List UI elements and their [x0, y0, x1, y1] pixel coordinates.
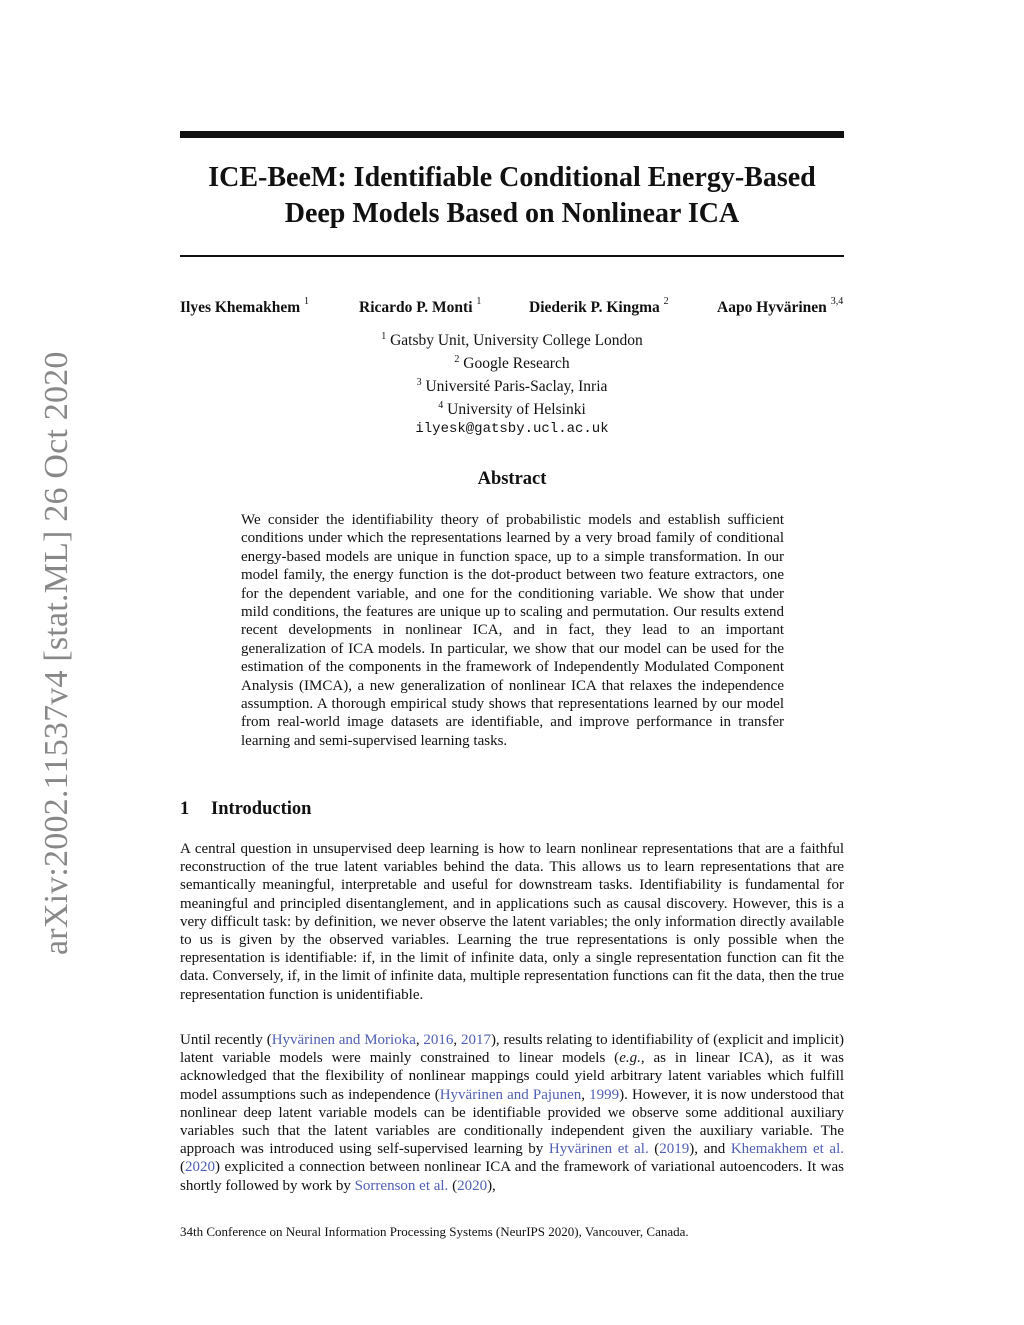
citation-link[interactable]: 2017: [460, 1032, 491, 1048]
citation-link[interactable]: Sorrenson et al.: [354, 1177, 449, 1194]
author-4: Aapo Hyvärinen $^{3,4}$: [717, 296, 844, 317]
affiliations: [180, 327, 844, 439]
affiliation-2: $^2$ Google Research: [454, 354, 570, 373]
citation-link[interactable]: 1999: [589, 1086, 620, 1103]
affiliation-3: $^3$ Université Paris-Saclay, Inria: [416, 377, 608, 396]
author-1: Ilyes Khemakhem $^1$: [180, 296, 309, 317]
citation-link[interactable]: Hyvärinen and Morioka: [271, 1032, 416, 1048]
intro-paragraph-1: A central question in unsupervised deep learning is how to learn nonlinear representations that are a faithful reconstruction of the true latent variables behind the data. This allows us to learn representations that are semantically meaningful, interpretable and useful for downstream tasks. Identifiability is fundamental for meaningful and principled disentanglement, and in applications such as causal discovery. However, this is a very difficult task: by definition, we never observe the latent variables; the only information directly available to us is given by the observed variables. Learning the true representations is only possible when the representation is identifiable: if, in the limit of infinite data, only a single representation function can fit the data. Conversely, if, in the limit of infinite data, multiple representation functions can fit the data, then the true representation function is unidentifiable.: [180, 841, 844, 1003]
affiliation-4: $^4$ University of Helsinki: [438, 400, 586, 419]
citation-link[interactable]: Hyvärinen and Pajunen: [439, 1086, 582, 1103]
title-top-rule: [180, 131, 844, 138]
affiliation-1: $^1$ Gatsby Unit, University College London: [381, 331, 643, 350]
conference-footnote: 34th Conference on Neural Information Processing Systems (NeurIPS 2020), Vancouver, Canada.: [180, 1224, 689, 1239]
paper-title: [180, 160, 844, 232]
abstract-heading: Abstract: [477, 469, 547, 489]
arxiv-identifier: arXiv:2002.11537v4 [stat.ML] 26 Oct 2020: [38, 351, 75, 955]
contact-email[interactable]: ilyesk@gatsby.ucl.ac.uk: [415, 420, 609, 437]
section-heading-introduction: 1 Introduction: [180, 799, 312, 819]
citation-link[interactable]: Hyvärinen et al.: [548, 1141, 649, 1158]
citation-link[interactable]: 2019: [659, 1141, 690, 1158]
intro-paragraph-2: Until recently (Hyvärinen and Morioka, 2016, 2017), results relating to identifiability of (explicit and implicit) latent variable models were mainly constrained to linear models (e.g., as in linear ICA), as it was acknowledged that the flexibility of nonlinear mappings could yield arbitrary latent variables which fulfill model assumptions such as independence (Hyvärinen and Pajunen, 1999). However, it is now understood that nonlinear deep latent variable models can be identifiable provided we observe some additional auxiliary variables such that the latent variables are conditionally independent given the auxiliary variable. The approach was introduced using self-supervised learning by Hyvärinen et al. (2019), and Khemakhem et al. (2020) explicited a connection between nonlinear ICA and the framework of variational autoencoders. It was shortly followed by work by Sorrenson et al. (2020),: [180, 1032, 845, 1194]
title-line-1: ICE-BeeM: Identifiable Conditional Energy-Based: [208, 162, 816, 193]
citation-link[interactable]: 2020: [185, 1159, 215, 1176]
citation-link[interactable]: 2020: [457, 1177, 488, 1194]
author-3: Diederik P. Kingma $^2$: [529, 296, 669, 317]
citation-link[interactable]: Khemakhem et al.: [730, 1141, 844, 1158]
citation-link[interactable]: 2016: [423, 1032, 454, 1048]
abstract-text: We consider the identifiability theory of probabilistic models and establish sufficient conditions under which the representations learned by a very broad family of conditional energy-based models are unique in function space, up to a simple transformation. In our model family, the energy function is the dot-product between two feature extractors, one for the dependent variable, and one for the conditioning variable. We show that under mild conditions, the features are unique up to scaling and permutation. Our results extend recent developments in nonlinear ICA, and in fact, they lead to an important generalization of ICA models. In particular, we show that our model can be used for the estimation of the components in the framework of Independently Modulated Component Analysis (IMCA), a new generalization of nonlinear ICA that relaxes the independence assumption. A thorough empirical study shows that representations learned by our model from real-world image datasets are identifiable, and improve performance in transfer learning and semi-supervised learning tasks.: [241, 512, 784, 749]
title-line-2: Deep Models Based on Nonlinear ICA: [284, 198, 740, 229]
author-2: Ricardo P. Monti $^1$: [359, 296, 482, 317]
title-bottom-rule: [180, 255, 844, 257]
